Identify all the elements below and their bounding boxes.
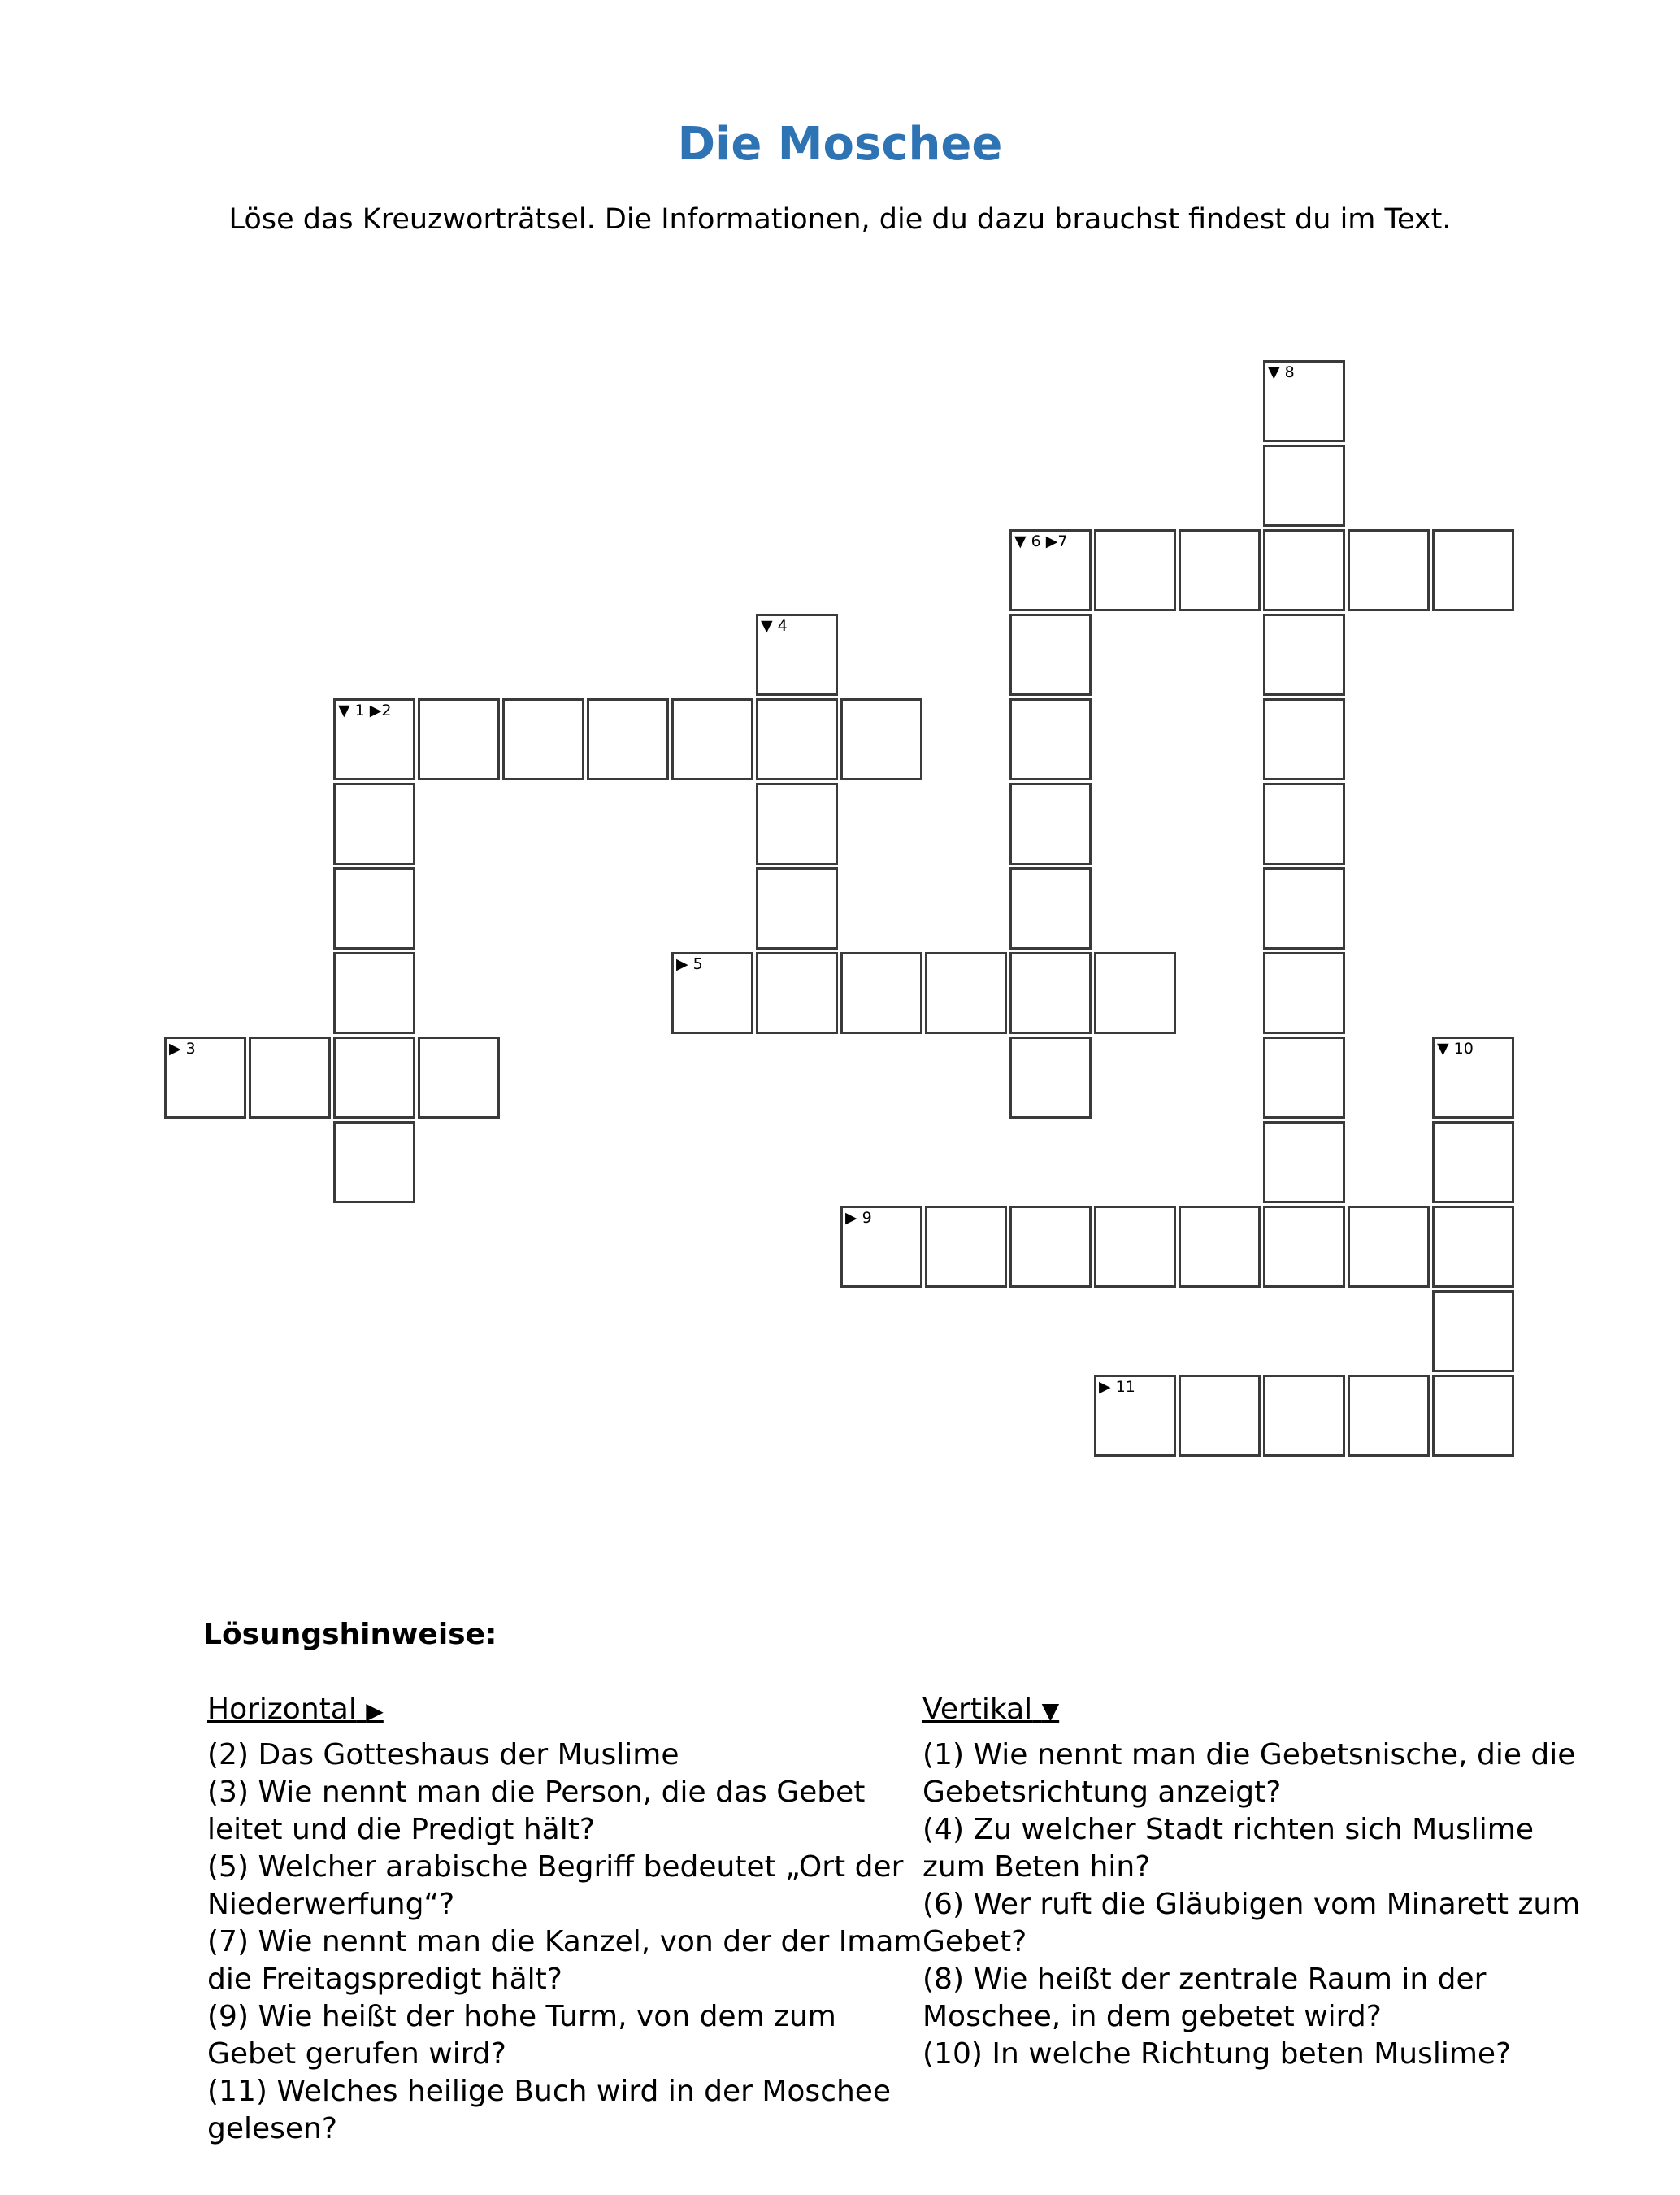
crossword-cell[interactable] xyxy=(1263,1206,1345,1288)
crossword-cell[interactable] xyxy=(418,698,500,780)
crossword-cell[interactable] xyxy=(925,952,1007,1034)
cell-number-label: ▼ 6 ▶7 xyxy=(1014,532,1068,550)
crossword-cell[interactable] xyxy=(840,698,922,780)
crossword-cell[interactable] xyxy=(1263,1037,1345,1119)
vertical-clue: (10) In welche Richtung beten Muslime? xyxy=(922,2037,1512,2071)
crossword-cell[interactable] xyxy=(840,952,922,1034)
cell-number-label: ▼ 10 xyxy=(1437,1040,1474,1058)
crossword-cell[interactable] xyxy=(756,614,838,696)
vertical-clues xyxy=(922,1691,1589,2073)
crossword-cell[interactable] xyxy=(756,952,838,1034)
crossword-cell[interactable] xyxy=(1179,529,1261,611)
hints-heading: Lösungshinweise: xyxy=(203,1618,497,1651)
crossword-cell[interactable] xyxy=(1432,1375,1514,1457)
crossword-cell[interactable] xyxy=(1263,867,1345,950)
crossword-cell[interactable] xyxy=(1263,614,1345,696)
crossword-cell[interactable] xyxy=(1263,952,1345,1034)
horizontal-clues xyxy=(207,1691,922,2148)
crossword-cell[interactable] xyxy=(1009,952,1092,1034)
crossword-cell[interactable] xyxy=(1263,698,1345,780)
crossword-cell[interactable] xyxy=(1094,1375,1176,1457)
cell-number-label: ▶ 9 xyxy=(845,1209,872,1227)
crossword-cell[interactable] xyxy=(1009,529,1092,611)
crossword-cell[interactable] xyxy=(925,1206,1007,1288)
cell-number-label: ▶ 11 xyxy=(1099,1378,1135,1396)
crossword-cell[interactable] xyxy=(1432,1206,1514,1288)
down-arrow-icon: ▼ xyxy=(1041,1697,1060,1724)
crossword-cell[interactable] xyxy=(671,698,753,780)
instruction-text: Löse das Kreuzworträtsel. Die Informationen, die du dazu brauchst findest du im Text. xyxy=(228,203,1452,236)
vertical-clue: (6) Wer ruft die Gläubigen vom Minarett zum Gebet? xyxy=(922,1888,1581,1958)
crossword-cell[interactable] xyxy=(502,698,584,780)
crossword-cell[interactable] xyxy=(164,1037,246,1119)
horizontal-clue: (3) Wie nennt man die Person, die das Gebet leitet und die Predigt hält? xyxy=(207,1776,866,1846)
right-arrow-icon: ▶ xyxy=(366,1697,384,1724)
vertical-clue: (1) Wie nennt man die Gebetsnische, die die Gebetsrichtung anzeigt? xyxy=(922,1738,1576,1809)
cell-number-label: ▼ 4 xyxy=(761,617,788,635)
vertical-clue: (8) Wie heißt der zentrale Raum in der Moschee, in dem gebetet wird? xyxy=(922,1962,1487,2033)
vertical-title: Vertikal xyxy=(922,1693,1033,1726)
crossword-cell[interactable] xyxy=(1009,698,1092,780)
crossword-cell[interactable] xyxy=(756,698,838,780)
crossword-cell[interactable] xyxy=(1432,1290,1514,1372)
crossword-cell[interactable] xyxy=(1094,529,1176,611)
horizontal-clue: (9) Wie heißt der hohe Turm, von dem zum Gebet gerufen wird? xyxy=(207,2000,836,2071)
horizontal-clue: (11) Welches heilige Buch wird in der Moschee gelesen? xyxy=(207,2075,892,2145)
crossword-cell[interactable] xyxy=(333,867,415,950)
crossword-cell[interactable] xyxy=(840,1206,922,1288)
horizontal-clue: (2) Das Gotteshaus der Muslime xyxy=(207,1738,679,1771)
horizontal-title: Horizontal xyxy=(207,1693,357,1726)
crossword-cell[interactable] xyxy=(756,783,838,865)
crossword-cell[interactable] xyxy=(333,698,415,780)
crossword-cell[interactable] xyxy=(1094,1206,1176,1288)
horizontal-heading xyxy=(207,1691,922,1730)
cell-number-label: ▶ 5 xyxy=(676,955,703,973)
crossword-cell[interactable] xyxy=(1263,445,1345,527)
crossword-cell[interactable] xyxy=(1432,1121,1514,1203)
crossword-cell[interactable] xyxy=(1348,529,1430,611)
crossword-cell[interactable] xyxy=(333,952,415,1034)
crossword-cell[interactable] xyxy=(333,1037,415,1119)
crossword-cell[interactable] xyxy=(1263,783,1345,865)
crossword-cell[interactable] xyxy=(333,1121,415,1203)
crossword-cell[interactable] xyxy=(1263,360,1345,442)
crossword-cell[interactable] xyxy=(1263,1121,1345,1203)
horizontal-clue: (7) Wie nennt man die Kanzel, von der der Imam die Freitagspredigt hält? xyxy=(207,1925,922,1996)
page-title: Die Moschee xyxy=(677,118,1003,171)
crossword-cell[interactable] xyxy=(671,952,753,1034)
crossword-cell[interactable] xyxy=(1179,1206,1261,1288)
crossword-cell[interactable] xyxy=(1348,1375,1430,1457)
crossword-cell[interactable] xyxy=(1263,1375,1345,1457)
crossword-cell[interactable] xyxy=(1009,867,1092,950)
vertical-heading xyxy=(922,1691,1589,1730)
horizontal-clue: (5) Welcher arabische Begriff bedeutet „Ort der Niederwerfung“? xyxy=(207,1850,904,1921)
crossword-cell[interactable] xyxy=(1179,1375,1261,1457)
crossword-cell[interactable] xyxy=(1094,952,1176,1034)
crossword-cell[interactable] xyxy=(1432,529,1514,611)
crossword-cell[interactable] xyxy=(1009,1037,1092,1119)
crossword-cell[interactable] xyxy=(418,1037,500,1119)
cell-number-label: ▼ 8 xyxy=(1268,363,1295,381)
crossword-cell[interactable] xyxy=(1009,783,1092,865)
crossword-cell[interactable] xyxy=(249,1037,331,1119)
crossword-cell[interactable] xyxy=(333,783,415,865)
crossword-cell[interactable] xyxy=(1263,529,1345,611)
crossword-cell[interactable] xyxy=(1348,1206,1430,1288)
cell-number-label: ▶ 3 xyxy=(169,1040,196,1058)
cell-number-label: ▼ 1 ▶2 xyxy=(338,702,392,719)
vertical-clue: (4) Zu welcher Stadt richten sich Muslime zum Beten hin? xyxy=(922,1813,1534,1884)
crossword-cell[interactable] xyxy=(1432,1037,1514,1119)
crossword-cell[interactable] xyxy=(1009,614,1092,696)
crossword-cell[interactable] xyxy=(1009,1206,1092,1288)
crossword-cell[interactable] xyxy=(587,698,669,780)
crossword-cell[interactable] xyxy=(756,867,838,950)
